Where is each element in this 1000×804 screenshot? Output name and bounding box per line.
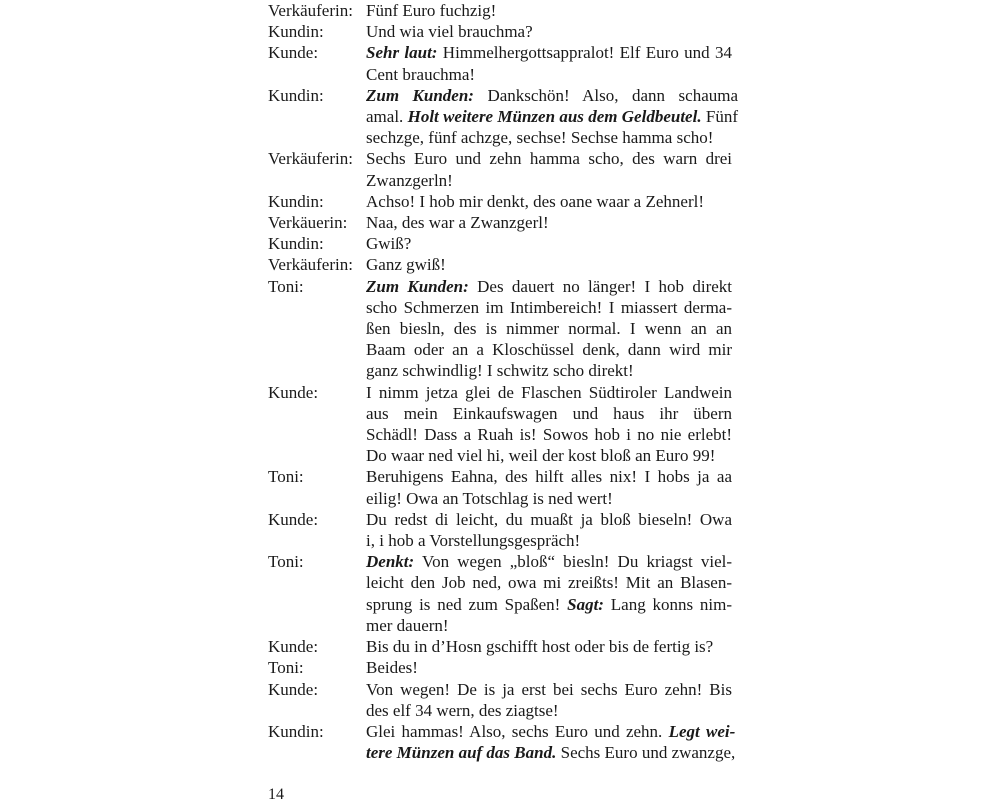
dialogue-text: [366, 276, 732, 382]
dialogue-entry: [268, 85, 739, 149]
text-line: [366, 742, 735, 763]
spoken-text: eilig! Owa an Totschlag is ned wert!: [366, 488, 613, 508]
dialogue-text: [366, 42, 732, 84]
dialogue-entry: [268, 0, 732, 21]
spoken-text: sechzge, fünf achzge, sechse! Sechse hamma scho!: [366, 128, 714, 148]
text-line: [366, 657, 732, 678]
speaker-name: Kunde:: [268, 43, 319, 63]
speaker-name: Kunde:: [268, 637, 319, 657]
text-line: [366, 424, 732, 445]
dialogue-text: [366, 466, 732, 508]
stage-direction: Holt weitere Münzen aus dem Geldbeutel.: [407, 107, 702, 127]
spoken-text: Dankschön! Also, dann schauma: [473, 85, 739, 105]
speaker-name: Kunde:: [268, 509, 319, 529]
text-line: [366, 679, 732, 700]
spoken-text: Ganz gwiß!: [366, 255, 446, 275]
speaker-name: Verkäuferin:: [268, 149, 353, 169]
text-line: [366, 127, 738, 148]
dialogue-entry: [268, 212, 732, 233]
stage-direction: Zum Kunden:: [366, 276, 469, 296]
text-line: [366, 530, 732, 551]
dialogue-entry: [268, 466, 732, 508]
speaker-name: Kundin:: [268, 234, 324, 254]
dialogue-text: [366, 85, 738, 149]
dialogue-script: [268, 0, 739, 763]
speaker-name: Verkäuferin:: [268, 255, 353, 275]
text-line: [366, 170, 732, 191]
text-line: [366, 85, 738, 106]
dialogue-text: [366, 721, 735, 763]
stage-direction: Legt wei-: [668, 721, 736, 741]
stage-direction: Sagt:: [567, 594, 604, 614]
dialogue-text: [366, 657, 732, 678]
spoken-text: Himmelhergottsappralot! Elf Euro und 34: [437, 43, 732, 63]
text-line: [366, 191, 732, 212]
text-line: [366, 254, 732, 275]
dialogue-text: [366, 509, 732, 551]
dialogue-text: [366, 551, 732, 636]
spoken-text: Cent brauchma!: [366, 64, 476, 84]
text-line: [366, 297, 732, 318]
text-line: [366, 594, 732, 615]
text-line: [366, 360, 732, 381]
text-line: [366, 466, 732, 487]
text-line: [366, 700, 732, 721]
dialogue-entry: [268, 636, 732, 657]
stage-direction: Denkt:: [366, 552, 415, 572]
text-line: [366, 21, 732, 42]
dialogue-text: [366, 679, 732, 721]
speaker-name: Kundin:: [268, 22, 324, 42]
spoken-text: Gwiß?: [366, 234, 412, 254]
spoken-text: Sechs Euro und zehn hamma scho, des warn drei: [366, 149, 733, 169]
speaker-name: Toni:: [268, 658, 304, 678]
spoken-text: Und wia viel brauchma?: [366, 22, 533, 42]
text-line: [366, 403, 732, 424]
dialogue-entry: [268, 191, 732, 212]
speaker-name: Toni:: [268, 552, 304, 572]
dialogue-entry: [268, 233, 732, 254]
text-line: [366, 339, 732, 360]
dialogue-entry: [268, 721, 736, 763]
dialogue-text: [366, 212, 732, 233]
spoken-text: Do waar ned viel hi, weil der kost bloß an Euro 99!: [366, 446, 716, 466]
dialogue-entry: [268, 657, 732, 678]
spoken-text: des elf 34 wern, des ziagtse!: [366, 700, 559, 720]
speaker-name: Toni:: [268, 467, 304, 487]
text-line: [366, 276, 732, 297]
spoken-text: Baam oder an a Kloschüssel denk, dann wird mir: [366, 340, 733, 360]
dialogue-text: [366, 0, 732, 21]
dialogue-entry: [268, 42, 732, 84]
speaker-name: Kundin:: [268, 85, 324, 105]
text-line: [366, 509, 732, 530]
spoken-text: Des dauert no länger! I hob direkt: [468, 276, 732, 296]
text-line: [366, 488, 732, 509]
spoken-text: Fünf: [701, 107, 738, 127]
spoken-text: Fünf Euro fuchzig!: [366, 1, 497, 20]
dialogue-entry: [268, 148, 732, 190]
dialogue-text: [366, 382, 732, 467]
speaker-name: Kunde:: [268, 382, 319, 402]
dialogue-entry: [268, 679, 732, 721]
text-line: [366, 233, 732, 254]
spoken-text: ßen biesln, des is nimmer normal. I wenn an an: [366, 319, 733, 339]
dialogue-text: [366, 233, 732, 254]
text-line: [366, 445, 732, 466]
text-line: [366, 42, 732, 63]
spoken-text: Beruhigens Eahna, des hilft alles nix! I hobs ja aa: [366, 467, 732, 487]
text-line: [366, 106, 738, 127]
speaker-name: Kundin:: [268, 191, 324, 211]
text-line: [366, 615, 732, 636]
spoken-text: Von wegen! De is ja erst bei sechs Euro zehn! Bis: [366, 679, 732, 699]
spoken-text: aus mein Einkaufswagen und haus ihr übern: [366, 403, 733, 423]
spoken-text: i, i hob a Vorstellungsgespräch!: [366, 531, 581, 551]
spoken-text: amal.: [366, 107, 408, 127]
spoken-text: Lang konns nim-: [603, 594, 733, 614]
dialogue-entry: [268, 382, 732, 467]
text-line: [366, 64, 732, 85]
stage-direction: tere Münzen auf das Band.: [366, 743, 557, 763]
dialogue-text: [366, 21, 732, 42]
text-line: [366, 382, 732, 403]
text-line: [366, 636, 732, 657]
spoken-text: leicht den Job ned, owa mi zreißts! Mit an Blasen-: [366, 573, 733, 593]
dialogue-entry: [268, 276, 732, 382]
dialogue-text: [366, 254, 732, 275]
text-line: [366, 551, 732, 572]
dialogue-text: [366, 636, 732, 657]
speaker-name: Verkäuferin:: [268, 1, 353, 20]
text-line: [366, 318, 732, 339]
spoken-text: Glei hammas! Also, sechs Euro und zehn.: [366, 721, 669, 741]
stage-direction: Sehr laut:: [366, 43, 438, 63]
spoken-text: ganz schwindlig! I schwitz scho direkt!: [366, 361, 634, 381]
dialogue-text: [366, 191, 732, 212]
spoken-text: Achso! I hob mir denkt, des oane waar a Zehnerl!: [366, 191, 704, 211]
dialogue-entry: [268, 509, 732, 551]
dialogue-entry: [268, 254, 732, 275]
speaker-name: Kundin:: [268, 721, 324, 741]
spoken-text: I nimm jetza glei de Flaschen Südtiroler Landwein: [366, 382, 733, 402]
stage-direction: Zum Kunden:: [366, 85, 474, 105]
spoken-text: sprung is ned zum Spaßen!: [366, 594, 568, 614]
spoken-text: Zwanzgerln!: [366, 170, 453, 190]
dialogue-entry: [268, 551, 732, 636]
spoken-text: mer dauern!: [366, 615, 449, 635]
speaker-name: Verkäuerin:: [268, 213, 348, 233]
text-line: [366, 148, 732, 169]
spoken-text: Bis du in d’Hosn gschifft host oder bis de fertig is?: [366, 637, 714, 657]
spoken-text: Schädl! Dass a Ruah is! Sowos hob i no nie erlebt!: [366, 425, 733, 445]
spoken-text: Du redst di leicht, du muaßt ja bloß bieseln! Owa: [366, 509, 732, 529]
spoken-text: Von wegen „bloß“ biesln! Du kriagst viel-: [414, 552, 733, 572]
page-number: 14: [268, 786, 284, 803]
spoken-text: scho Schmerzen im Intimbereich! I miassert derma-: [366, 297, 733, 317]
text-line: [366, 212, 732, 233]
text-line: [366, 721, 735, 742]
speaker-name: Kunde:: [268, 679, 319, 699]
spoken-text: Naa, des war a Zwanzgerl!: [366, 213, 549, 233]
text-line: [366, 572, 732, 593]
text-line: [366, 0, 732, 21]
dialogue-text: [366, 148, 732, 190]
spoken-text: Beides!: [366, 658, 418, 678]
dialogue-entry: [268, 21, 732, 42]
spoken-text: Sechs Euro und zwanzge,: [556, 743, 736, 763]
speaker-name: Toni:: [268, 276, 304, 296]
